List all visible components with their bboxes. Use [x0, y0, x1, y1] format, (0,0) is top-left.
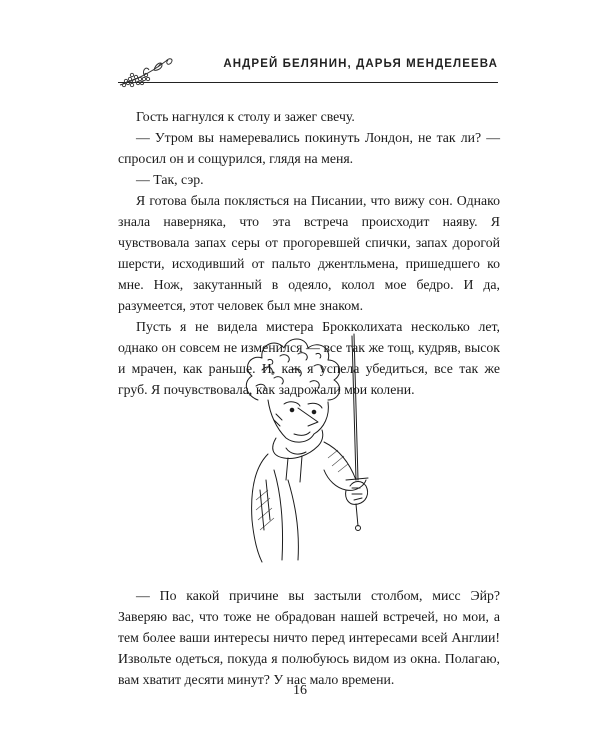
gentleman-with-sword-sketch-icon	[228, 330, 398, 565]
running-header-title: АНДРЕЙ БЕЛЯНИН, ДАРЬЯ МЕНДЕЛЕЕВА	[223, 58, 498, 70]
paragraph: Пусть я не видела мистера Брокколихата несколько лет, однако он совсем не изменился — все так же тощ, кудряв, высок и мрачен, как раньше. И, как я успела убедиться, все так же груб. Я почувствовала, как задрожали мои колени.	[118, 319, 500, 397]
grape-vine-ornament-icon	[118, 55, 176, 89]
page-number: 16	[293, 683, 307, 698]
paragraph: Я готова была поклясться на Писании, что вижу сон. Однако знала наверняка, что эта встреча происходит наяву. Я чувствовала запах серы от прогоревшей спички, запах дорогой шерсти, исходивший от пальто джентльмена, пришедшего ко мне. Нож, закутанный в одеяло, колол мое бедро. И да, разумеется, этот человек был мне знаком.	[118, 193, 500, 313]
paragraph: Гость нагнулся к столу и зажег свечу.	[136, 109, 355, 124]
paragraph: — Так, сэр.	[136, 172, 204, 187]
paragraph: — Утром вы намеревались покинуть Лондон, не так ли? — спросил он и сощурился, глядя на меня.	[118, 130, 500, 166]
paragraph: — По какой причине вы застыли столбом, мисс Эйр? Заверяю вас, что тоже не обрадован нашей встречей, но мои, а тем более ваши интересы ничто перед интересами всей Англии! Извольте одеться, покуда я полюбуюсь видом из окна. Полагаю, вам хватит десяти минут? У нас мало времени.	[118, 588, 500, 687]
body-text-bottom	[118, 585, 500, 690]
